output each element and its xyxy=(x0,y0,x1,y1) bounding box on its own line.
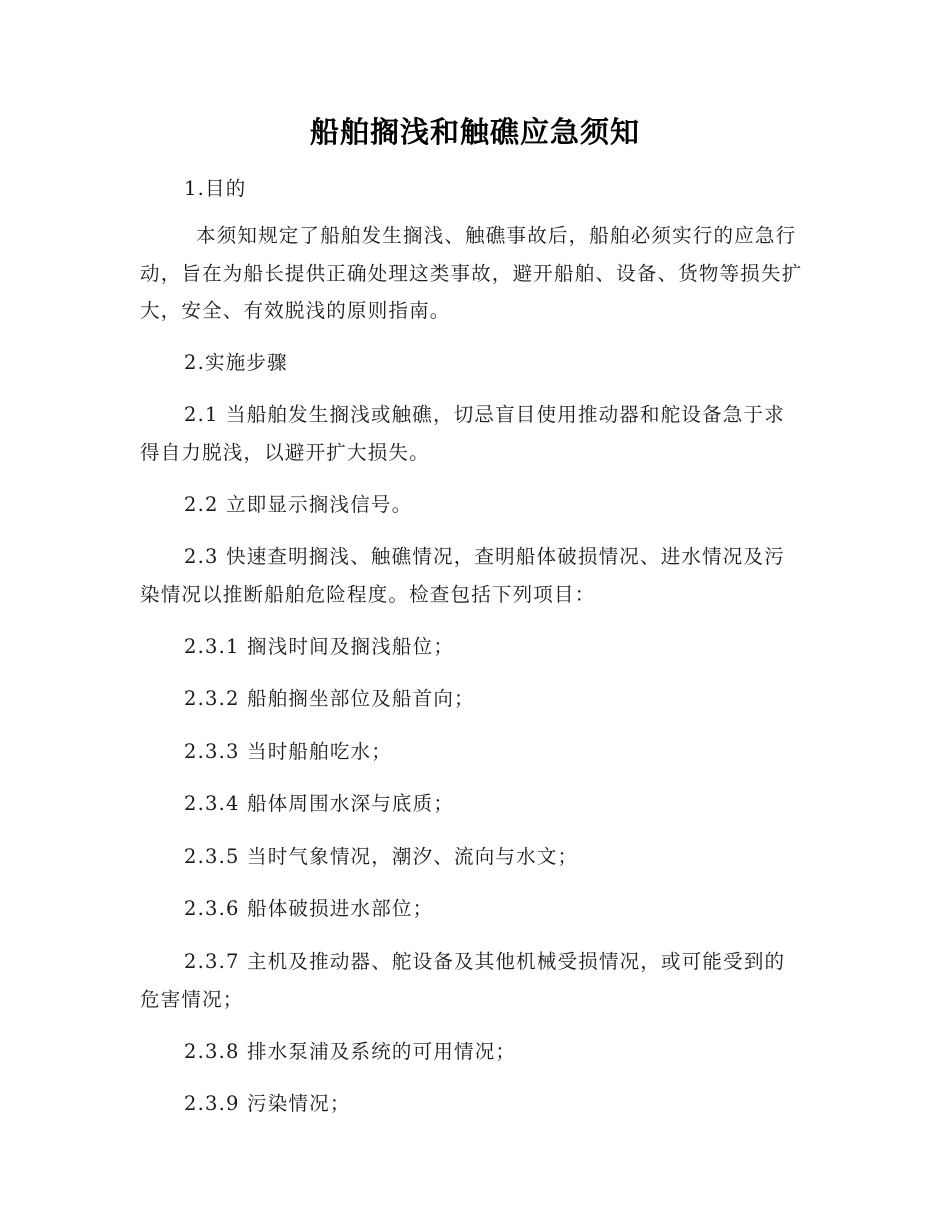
list-item-2-3-8: 2.3.8 排水泵浦及系统的可用情况； xyxy=(184,1040,517,1063)
list-item-2-3-5: 2.3.5 当时气象情况，潮汐、流向与水文； xyxy=(184,845,579,868)
list-item-2-3-6: 2.3.6 船体破损进水部位； xyxy=(184,897,434,920)
section-heading-purpose: 1.目的 xyxy=(184,177,247,200)
paragraph-step-2-3: 2.3 快速查明搁浅、触礁情况，查明船体破损情况、进水情况及污染情况以推断船舶危险程度。检查包括下列项目： xyxy=(140,545,785,606)
list-item-2-3-1: 2.3.1 搁浅时间及搁浅船位； xyxy=(184,635,455,658)
list-item-2-3-7: 2.3.7 主机及推动器、舵设备及其他机械受损情况，或可能受到的危害情况； xyxy=(140,950,786,1011)
paragraph-step-2-1: 2.1 当船舶发生搁浅或触礁，切忌盲目使用推动器和舵设备急于求得自力脱浅，以避开扩大损失。 xyxy=(140,403,785,464)
list-item-2-3-9: 2.3.9 污染情况； xyxy=(184,1092,351,1115)
paragraph-purpose-body: 本须知规定了船舶发生搁浅、触礁事故后，船舶必须实行的应急行动，旨在为船长提供正确处理这类事故，避开船舶、设备、货物等损失扩大，安全、有效脱浅的原则指南。 xyxy=(140,224,803,322)
section-heading-steps: 2.实施步骤 xyxy=(184,351,288,374)
list-item-2-3-4: 2.3.4 船体周围水深与底质； xyxy=(184,792,455,815)
paragraph-step-2-2: 2.2 立即显示搁浅信号。 xyxy=(184,493,413,516)
list-item-2-3-3: 2.3.3 当时船舶吃水； xyxy=(184,740,392,763)
document-title: 船舶搁浅和触礁应急须知 xyxy=(309,115,640,149)
list-item-2-3-2: 2.3.2 船舶搁坐部位及船首向； xyxy=(184,687,475,710)
